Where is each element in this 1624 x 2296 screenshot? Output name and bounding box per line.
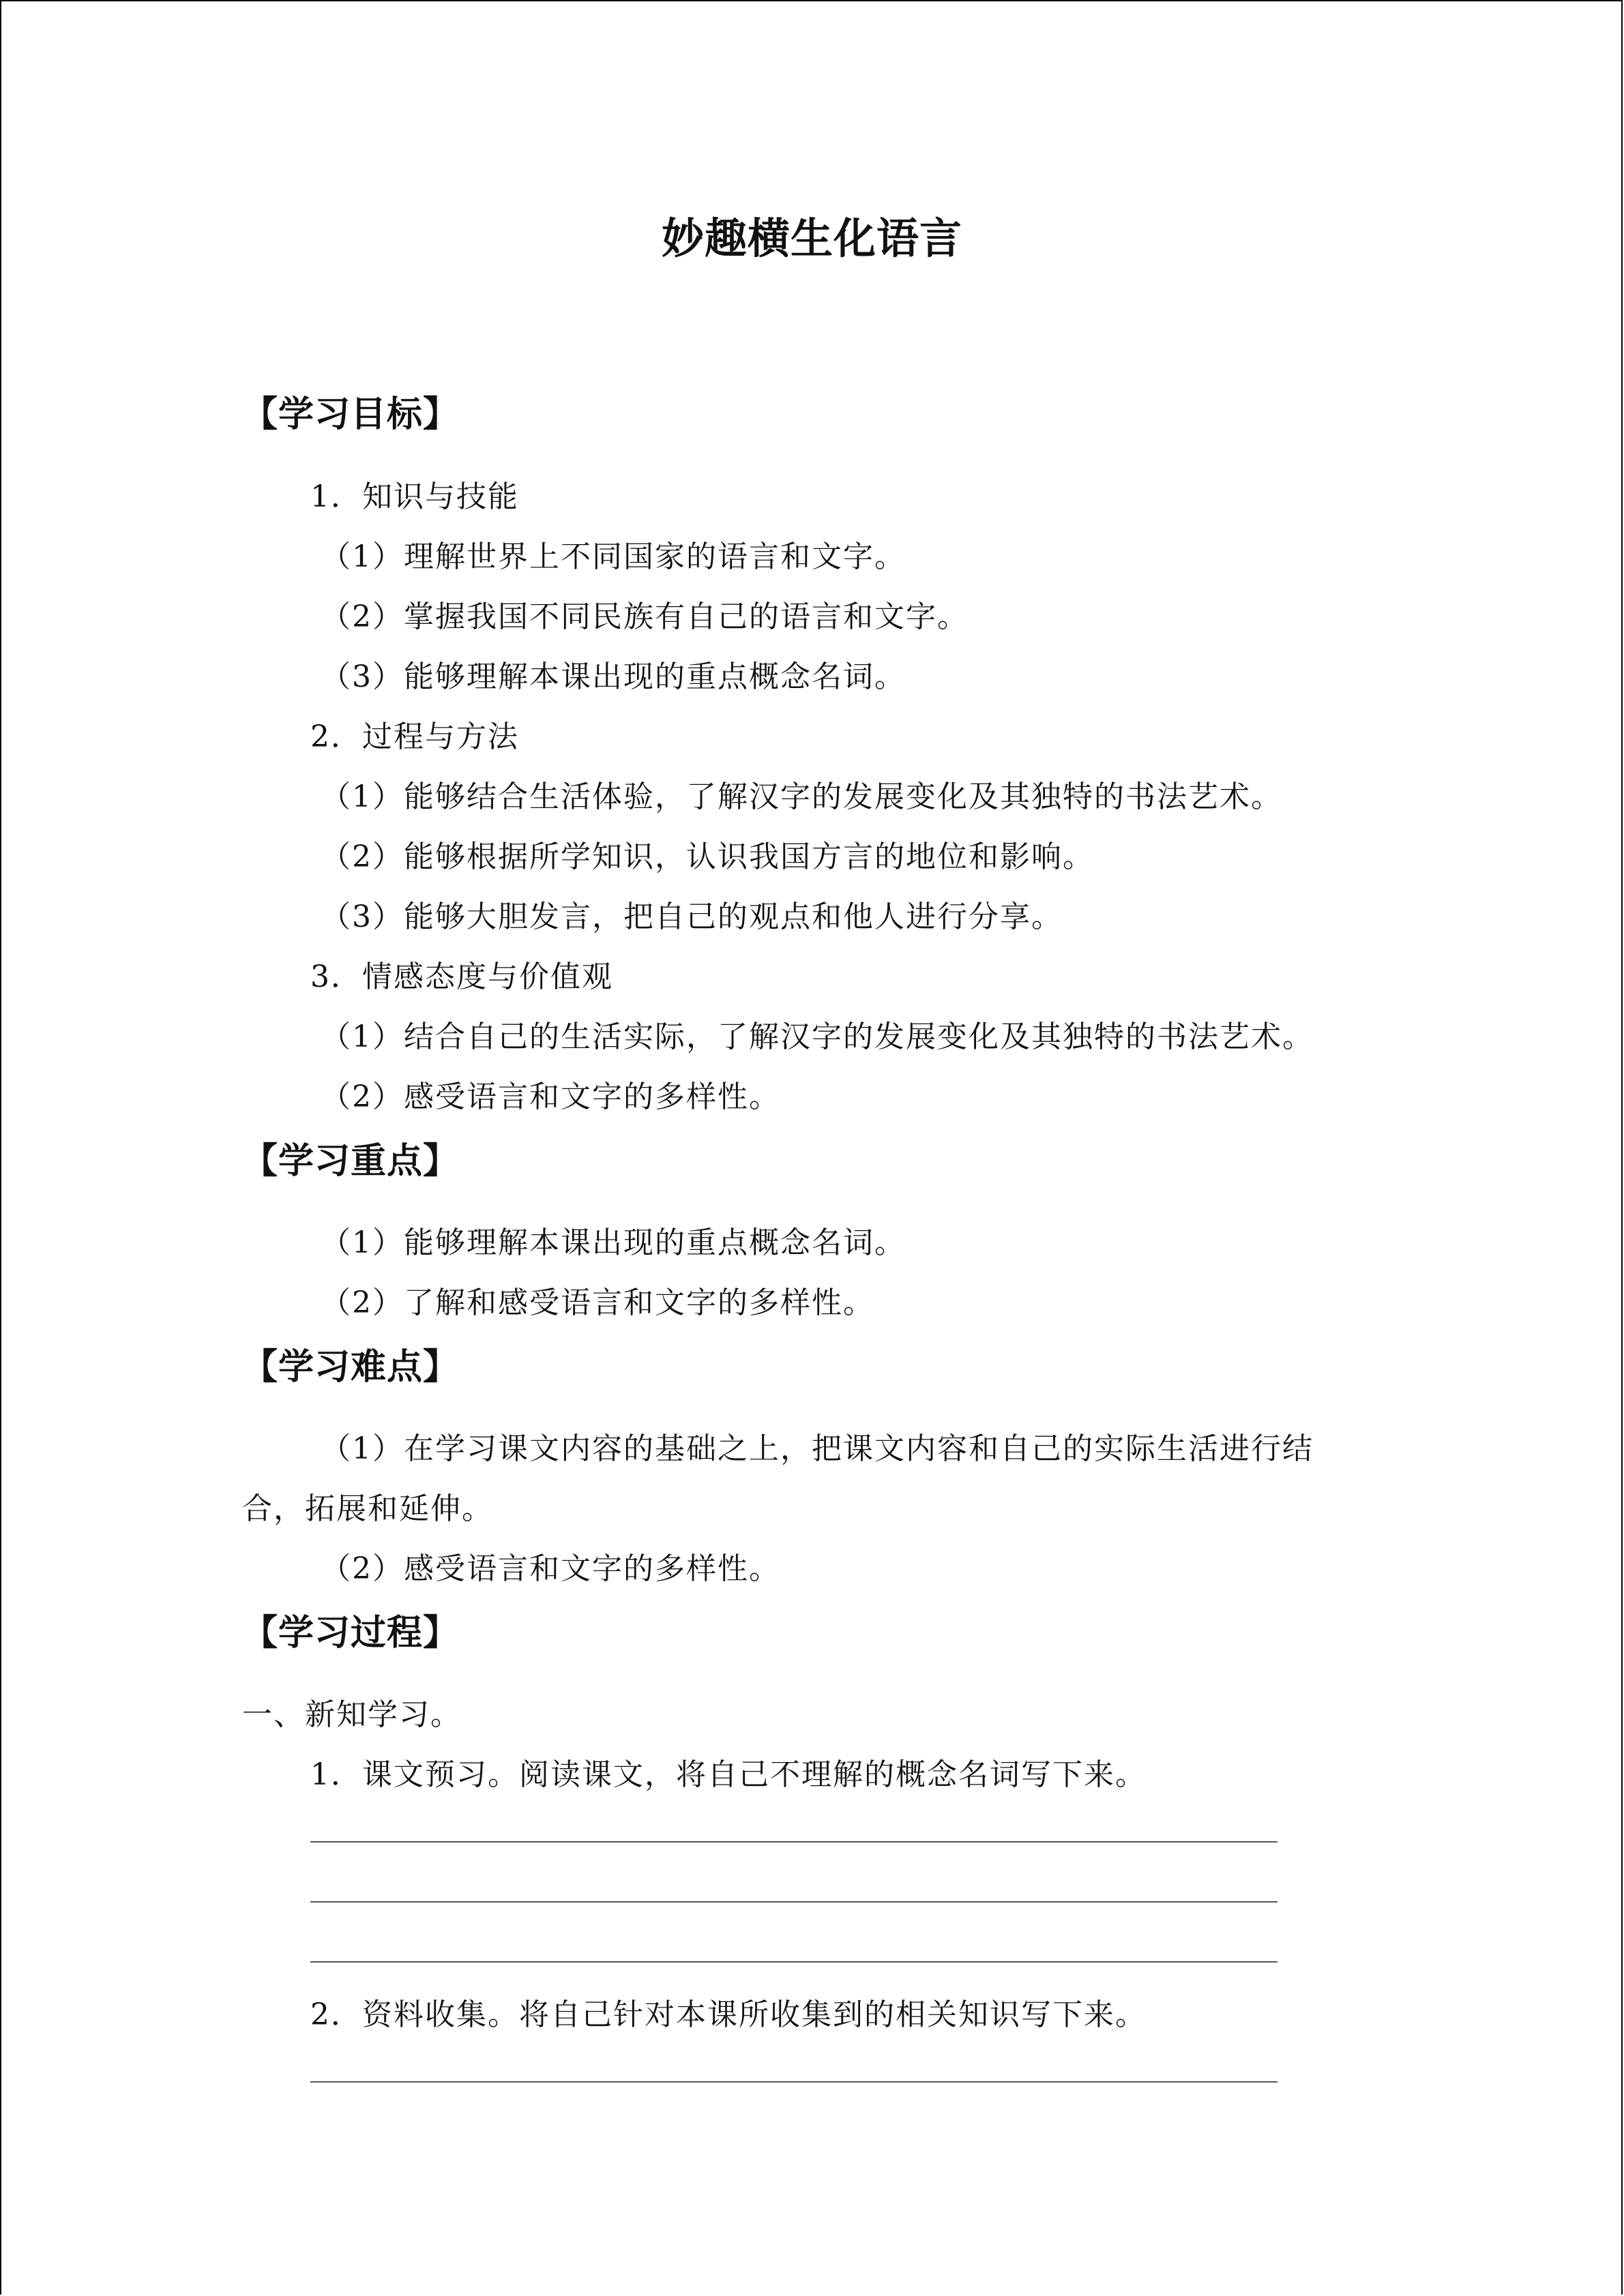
key-point-item: （1）能够理解本课出现的重点概念名词。	[321, 1225, 906, 1260]
objective-item: （2）能够根据所学知识，认识我国方言的地位和影响。	[321, 839, 1094, 874]
process-task: 1．课文预习。阅读课文，将自己不理解的概念名词写下来。	[310, 1757, 1147, 1792]
objective-item: （2）感受语言和文字的多样性。	[321, 1079, 780, 1114]
answer-blank-line[interactable]	[310, 2081, 1278, 2083]
answer-blank-line[interactable]	[310, 1901, 1278, 1903]
difficulty-item-continuation: 合，拓展和延伸。	[242, 1491, 493, 1526]
section-heading-process: 【学习过程】	[242, 1612, 460, 1654]
answer-blank-line[interactable]	[310, 1961, 1278, 1963]
difficulty-item: （1）在学习课文内容的基础之上，把课文内容和自己的实际生活进行结	[321, 1431, 1314, 1466]
objective-item: （2）掌握我国不同民族有自己的语言和文字。	[321, 599, 969, 634]
difficulty-item: （2）感受语言和文字的多样性。	[321, 1551, 780, 1586]
objective-part-title: 3．情感态度与价值观	[310, 959, 613, 994]
objective-item: （1）理解世界上不同国家的语言和文字。	[321, 539, 906, 574]
objective-item: （3）能够理解本课出现的重点概念名词。	[321, 659, 906, 694]
objective-item: （1）能够结合生活体验，了解汉字的发展变化及其独特的书法艺术。	[321, 779, 1282, 814]
process-task: 2．资料收集。将自己针对本课所收集到的相关知识写下来。	[310, 1997, 1147, 2032]
document-title: 妙趣横生化语言	[661, 213, 962, 263]
section-heading-objectives: 【学习目标】	[242, 393, 460, 435]
process-step-title: 一、新知学习。	[242, 1697, 462, 1732]
objective-item: （3）能够大胆发言，把自己的观点和他人进行分享。	[321, 899, 1063, 934]
answer-blank-line[interactable]	[310, 1841, 1278, 1843]
objective-item: （1）结合自己的生活实际，了解汉字的发展变化及其独特的书法艺术。	[321, 1019, 1314, 1054]
section-heading-key-points: 【学习重点】	[242, 1140, 460, 1182]
objective-part-title: 2．过程与方法	[310, 719, 519, 754]
key-point-item: （2）了解和感受语言和文字的多样性。	[321, 1285, 874, 1320]
objective-part-title: 1．知识与技能	[310, 479, 519, 514]
section-heading-difficulties: 【学习难点】	[242, 1346, 460, 1388]
